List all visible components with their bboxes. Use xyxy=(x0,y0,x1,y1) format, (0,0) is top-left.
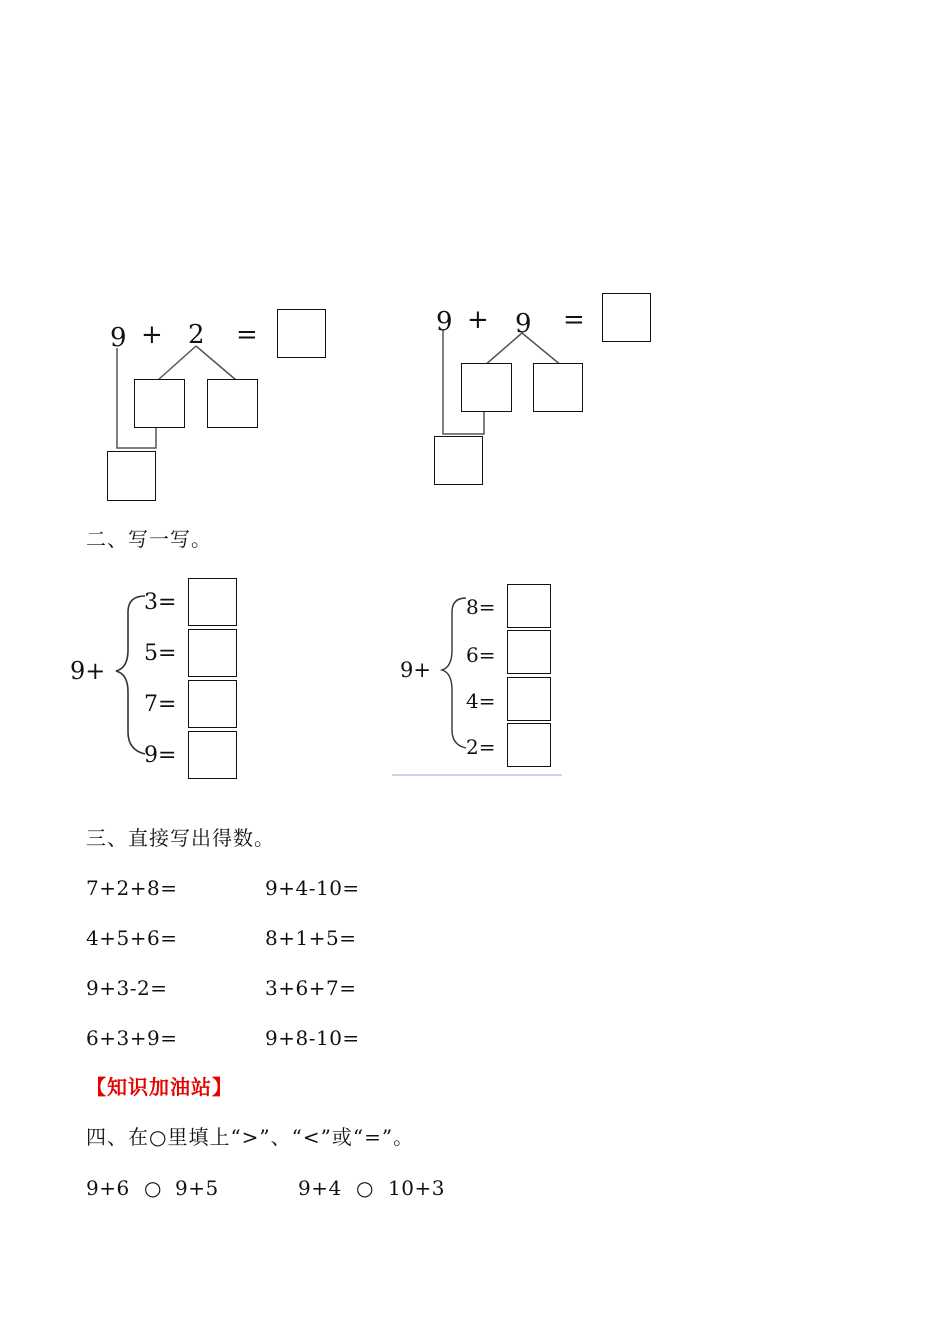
brace-right-item-4: 2= xyxy=(466,735,496,759)
brace-left-base: 9+ xyxy=(70,657,106,685)
calc-r3-c1: 9+3-2= xyxy=(86,976,168,1000)
calc-r2-c2: 8+1+5= xyxy=(265,926,357,950)
brace-right-item-1: 8= xyxy=(466,595,496,619)
brace-right-base: 9+ xyxy=(400,658,431,682)
diagram1-equals: = xyxy=(236,320,258,350)
calc-r3-c2: 3+6+7= xyxy=(265,976,357,1000)
brace-right-answer-box-3[interactable] xyxy=(507,677,551,721)
diagram1-plus: + xyxy=(141,320,163,350)
compare-1-left: 9+6 xyxy=(86,1176,130,1200)
diagram2-plus: + xyxy=(467,305,489,335)
calc-r4-c1: 6+3+9= xyxy=(86,1026,178,1050)
knowledge-station-heading: 【知识加油站】 xyxy=(86,1075,233,1099)
brace-left-answer-box-2[interactable] xyxy=(188,629,237,677)
diagram2-equals: = xyxy=(563,305,585,335)
diagram1-split-box-right[interactable] xyxy=(207,379,258,428)
brace-right-answer-box-2[interactable] xyxy=(507,630,551,674)
brace-left-item-2: 5= xyxy=(144,641,177,666)
diagram2-split-box-left[interactable] xyxy=(461,363,512,412)
compare-1-right: 9+5 xyxy=(175,1176,219,1200)
brace-right-item-3: 4= xyxy=(466,689,496,713)
diagram2-sum-ten-box[interactable] xyxy=(434,436,483,485)
diagram1-addend-a: 9 xyxy=(110,323,127,353)
compare-1-circle[interactable]: ○ xyxy=(144,1176,162,1200)
brace-left-answer-box-3[interactable] xyxy=(188,680,237,728)
section2-title: 二、写一写。 xyxy=(86,527,212,551)
section4-title: 四、在○里填上“>”、“<”或“=”。 xyxy=(86,1125,415,1149)
diagram1-answer-box[interactable] xyxy=(277,309,326,358)
brace-right-item-2: 6= xyxy=(466,643,496,667)
diagram1-split-box-left[interactable] xyxy=(134,379,185,428)
brace-left-item-3: 7= xyxy=(144,692,177,717)
brace-left-answer-box-1[interactable] xyxy=(188,578,237,626)
section3-title: 三、直接写出得数。 xyxy=(86,826,275,850)
brace-left-item-4: 9= xyxy=(144,743,177,768)
diagram2-addend-b: 9 xyxy=(515,309,532,339)
brace-left-item-1: 3= xyxy=(144,590,177,615)
diagram1-addend-b: 2 xyxy=(188,320,205,350)
calc-r4-c2: 9+8-10= xyxy=(265,1026,360,1050)
compare-2-circle[interactable]: ○ xyxy=(356,1176,374,1200)
brace-right-answer-box-1[interactable] xyxy=(507,584,551,628)
compare-2-right: 10+3 xyxy=(388,1176,445,1200)
calc-r1-c1: 7+2+8= xyxy=(86,876,178,900)
diagram1-sum-ten-box[interactable] xyxy=(107,451,156,501)
diagram2-split-box-right[interactable] xyxy=(533,363,583,412)
calc-r1-c2: 9+4-10= xyxy=(265,876,360,900)
diagram2-addend-a: 9 xyxy=(436,307,453,337)
brace-left-answer-box-4[interactable] xyxy=(188,731,237,779)
brace-right-answer-box-4[interactable] xyxy=(507,723,551,767)
calc-r2-c1: 4+5+6= xyxy=(86,926,178,950)
compare-2-left: 9+4 xyxy=(298,1176,342,1200)
diagram2-answer-box[interactable] xyxy=(602,293,651,342)
